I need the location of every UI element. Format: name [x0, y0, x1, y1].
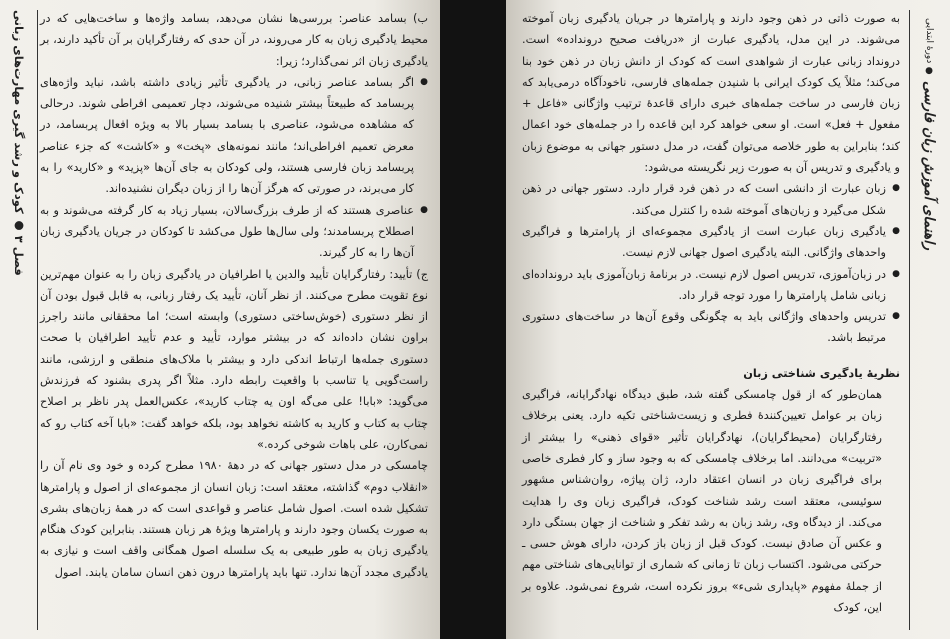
paragraph-cognitive-theory: همان‌طور که از قول چامسکی گفته شد، طبق دیدگاه نهادگرایانه، فراگیری زبان بر عوامل تعیین‌کنندهٔ فطری و زیست‌شناختی تکیه دارد. یعنی برخلاف رفتارگرایان (محیط‌گرایان)، نهادگرایان تأثیر «قوای ذهنی» را بیشتر از «تربیت» می‌دانند. اما برخلاف چامسکی که به وجود ساز و کار فطری خاصی برای فراگیری زبان در انسان اعتقاد دارد، ژان پیاژه، روان‌شناس مشهور سوئیسی، معتقد است رشد شناخت کودک، فراگیری زبان وی را هدایت می‌کند. از دیدگاه وی، رشد زبان به رشد تفکر و شناخت از جهان بستگی دارد و عکس آن صادق نیست. کودک قبل از زبان باز کردن، دارای هوش حسی ـ حرکتی می‌شود. اکتساب زبان تا زمانی که شماری از توانایی‌های شناختی مهم از جملهٔ مفهوم «پایداری شیء» بروز نکرده است، شروع نمی‌شود. علاوه بر این، کودک [522, 388, 882, 615]
left-running-head: فصل ۳ ● کودک و رشد گیری مهارت‌های زبانی [12, 10, 26, 276]
right-running-head-strip [908, 0, 950, 639]
bullet-item: ● تدریس واحدهای واژگانی باید به چگونگی وقوع آن‌ها در ساخت‌های دستوری مرتبط باشد. [522, 306, 900, 349]
section-heading: نظریهٔ یادگیری شناختی زبان [743, 366, 900, 380]
left-book-page [0, 0, 440, 639]
right-book-page [506, 0, 950, 639]
bullet-item: ● اگر بسامد عناصر زبانی، در یادگیری تأثیر زیادی داشته باشد، نباید واژه‌های پربسامد که طبیعتاً بیشتر شنیده می‌شوند، دچار تعمیمی افراطی شوند. درحالی که مشاهده می‌شود، عناصری با بسامد بسیار بالا به ویژه افعال پربسامد، در معرض تعمیم افراطی‌اند؛ مانند نمونه‌های «پخت» و «کاشت» که جزء عناصر پربسامد زبان فارسی هستند، ولی کودکان به جای آن‌ها «پزید» و «کارید» را به کار می‌برند، در صورتی که هرگز آن‌ها را از زبان دیگران نشنیده‌اند. [40, 72, 428, 200]
paragraph-universal-grammar: به صورت ذاتی در ذهن وجود دارند و پارامترها در جریان یادگیری زبان آموخته می‌شوند. در این مدل، یادگیری عبارت از «دریافت صحیح درونداده» است. درونداد زبانی عبارت از شواهدی است که کودک از دانش زبان در ذهن خود بنا می‌کند؛ مثلاً یک کودک ایرانی با شنیدن جمله‌های فارسی، ناخودآگاه درمی‌یابد که زبان فارسی در ساخت جمله‌های خبری دارای قاعدهٔ ترتیب واژگانی «فاعل + مفعول + فعل» است. او سعی خواهد کرد این قاعده را در جمله‌های خود اعمال کند؛ بنابراین به طور خلاصه می‌توان گفت، در مدل دستور جهانی به موضوع زبان و یادگیری و تدریس آن به صورت زیر نگریسته می‌شود: [522, 12, 900, 175]
bullet-item: ● زبان عبارت از دانشی است که در ذهن فرد قرار دارد. دستور جهانی در ذهن شکل می‌گیرد و زبان‌های آموخته شده را کنترل می‌کند. [522, 178, 900, 221]
left-page-body [40, 8, 428, 583]
book-gutter [440, 0, 506, 639]
right-running-head [921, 10, 937, 250]
right-header-rule [909, 10, 910, 630]
left-header-rule [37, 10, 38, 630]
left-bullet-list [40, 72, 428, 264]
paragraph-frequency: ب) بسامد عناصر: بررسی‌ها نشان می‌دهد، بسامد واژه‌ها و ساخت‌هایی که در محیط یادگیری زبان به کار می‌روند، در آن حدی که رفتارگرایان بر آن تأکید دارند، بر یادگیری زبان اثر نمی‌گذارد؛ زیرا: [40, 12, 428, 68]
left-running-head-strip [0, 0, 38, 639]
paragraph-chomsky: چامسکی در مدل دستور جهانی که در دههٔ ۱۹۸۰ مطرح کرده و خود وی نام آن را «انقلاب دوم» گذاشته، معتقد است: زبان انسان از مجموعه‌ای از اصول و پارامترها تشکیل شده است. اصول شامل عناصر و قواعدی است که در همهٔ زبان‌های بشری به صورت یکسان وجود دارند و پارامترها ویژهٔ هر زبان هستند. بنابراین کودک هنگام یادگیری زبان به طور طبیعی به یک سلسله اصول همگانی واقف است و نیازی به یادگیری مجدد آن‌ها ندارد. تنها باید پارامترها درون ذهن انسان سامان یابند. اصول [40, 459, 428, 579]
right-running-head-title: راهنمای آموزش زبان فارسی [921, 80, 937, 250]
bullet-item: ● یادگیری زبان عبارت است از یادگیری مجموعه‌ای از پارامترها و فراگیری واحدهای واژگانی. البته یادگیری اصول جهانی لازم نیست. [522, 221, 900, 264]
right-running-head-sub: ● دورهٔ ابتدایی [924, 18, 934, 77]
bullet-item: ● عناصری هستند که از طرف بزرگ‌سالان، بسیار زیاد به کار گرفته می‌شوند و به اصطلاح پربسامدند؛ ولی سال‌ها طول می‌کشد تا کودکان در جریان یادگیری زبان آن‌ها را به کار گیرند. [40, 200, 428, 264]
bullet-item: ● در زبان‌آموزی، تدریس اصول لازم نیست. در برنامهٔ زبان‌آموزی باید درونداده‌ای زبانی شامل پارامترها را مورد توجه قرار داد. [522, 264, 900, 307]
right-bullet-list [522, 178, 900, 348]
right-page-body [522, 8, 900, 618]
paragraph-approval: ج) تأیید: رفتارگرایان تأیید والدین یا اطرافیان در یادگیری زبان را به عنوان مهم‌ترین نوع تقویت مطرح می‌کنند. از نظر آنان، تأیید یک رفتار زبانی، به قابل قبول بودن آن از نظر دستوری (خوش‌ساختی دستوری) وابسته است؛ اما محققانی مانند راجرز براون نشان داده‌اند که در بیشتر موارد، تأیید و عدم تأیید اطرافیان با صحت دستوری جمله‌ها ارتباط اندکی دارد و بیشتر با ملاک‌های منطقی و ارزشی، مانند راست‌گویی یا تناسب با واقعیت رابطه دارد. مثلاً اگر پدری بشنود که فرزندش می‌گوید: «بابا! علی می‌گه اون یه چتاب کارید»، عکس‌العمل پدر ناظر بر اصلاح چتاب به کتاب و کارید به کاشته نخواهد بود، بلکه خواهد گفت: «بابا آخه کتاب رو که نمی‌کارن، علی باهات شوخی کرده.» [40, 267, 428, 451]
